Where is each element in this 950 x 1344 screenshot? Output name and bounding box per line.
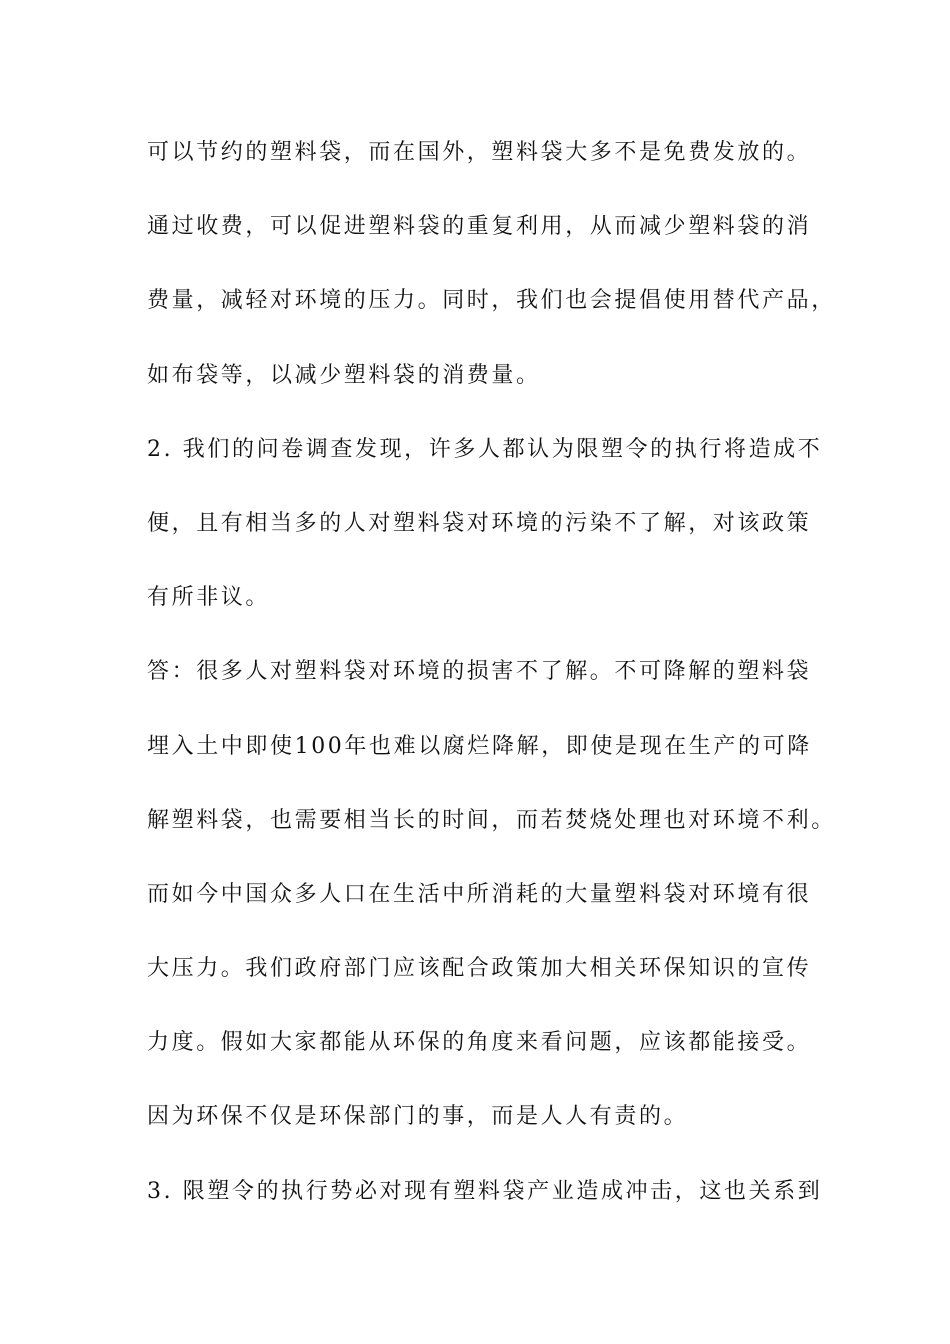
- text-line: 力度。假如大家都能从环保的角度来看问题，应该都能接受。: [147, 1030, 812, 1056]
- text-line: 因为环保不仅是环保部门的事，而是人人有责的。: [147, 1104, 689, 1130]
- text-line: 3. 限塑令的执行势必对现有塑料袋产业造成冲击，这也关系到: [147, 1178, 823, 1204]
- text-line: 答：很多人对塑料袋对环境的损害不了解。不可降解的塑料袋: [147, 659, 812, 685]
- text-line: 便，且有相当多的人对塑料袋对环境的污染不了解，对该政策: [147, 510, 812, 536]
- text-line: 通过收费，可以促进塑料袋的重复利用，从而减少塑料袋的消: [147, 214, 812, 240]
- text-line: 埋入土中即使100年也难以腐烂降解，即使是现在生产的可降: [147, 733, 812, 759]
- text-line: 可以节约的塑料袋，而在国外，塑料袋大多不是免费发放的。: [147, 140, 812, 165]
- text-line: 大压力。我们政府部门应该配合政策加大相关环保知识的宣传: [147, 956, 812, 982]
- text-line: 解塑料袋，也需要相当长的时间，而若焚烧处理也对环境不利。: [147, 807, 836, 833]
- text-line: 如布袋等，以减少塑料袋的消费量。: [147, 362, 541, 388]
- text-line: 而如今中国众多人口在生活中所消耗的大量塑料袋对环境有很: [147, 881, 812, 907]
- text-line: 费量，减轻对环境的压力。同时，我们也会提倡使用替代产品，: [147, 288, 836, 314]
- text-line: 2. 我们的问卷调查发现，许多人都认为限塑令的执行将造成不: [147, 436, 823, 462]
- document-body: [147, 130, 836, 1243]
- text-line: 有所非议。: [147, 585, 271, 611]
